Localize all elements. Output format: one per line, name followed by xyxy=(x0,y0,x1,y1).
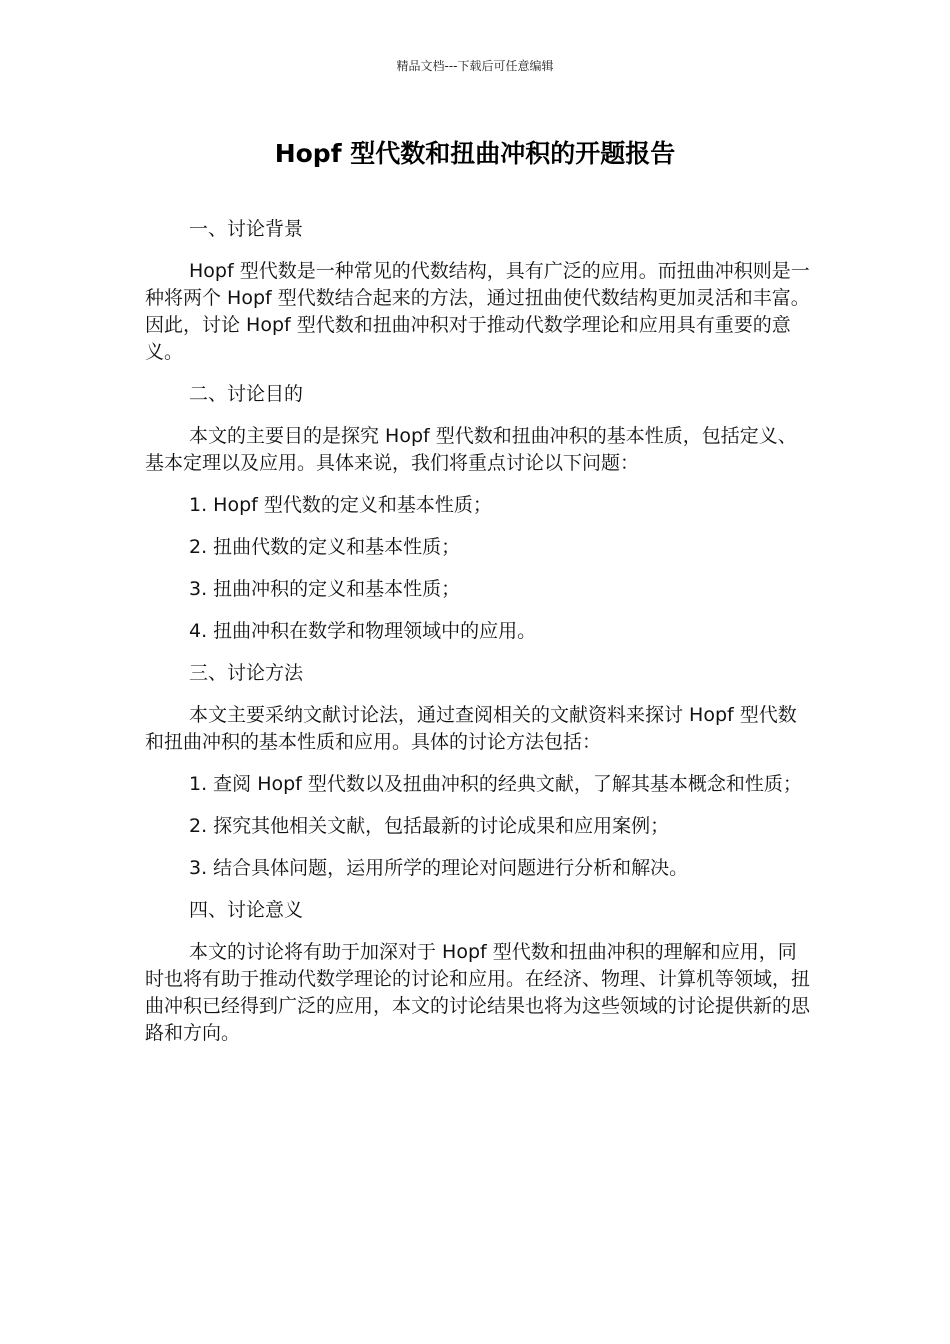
list-item xyxy=(145,618,813,645)
paragraph: 4. 扭曲冲积在数学和物理领域中的应用。 xyxy=(189,620,537,642)
paragraph: 本文主要采纳文献讨论法，通过查阅相关的文献资料来探讨 Hopf 型代数和扭曲冲积的基本性质和应用。具体的讨论方法包括： xyxy=(145,704,797,753)
paragraph: 三、讨论方法 xyxy=(189,662,304,684)
paragraph: 3. 扭曲冲积的定义和基本性质； xyxy=(189,578,461,600)
paragraph-block xyxy=(145,939,813,1047)
list-item xyxy=(145,855,813,882)
paragraph: 3. 结合具体问题，运用所学的理论对问题进行分析和解决。 xyxy=(189,857,689,879)
paragraph: 2. 探究其他相关文献，包括最新的讨论成果和应用案例； xyxy=(189,815,670,837)
list-item xyxy=(145,813,813,840)
section-heading-purpose xyxy=(145,381,813,408)
paragraph-block xyxy=(145,258,813,366)
section-heading-significance xyxy=(145,897,813,924)
list-item xyxy=(145,534,813,561)
paragraph: 1. Hopf 型代数的定义和基本性质； xyxy=(189,494,492,516)
paragraph-block xyxy=(145,702,813,756)
document-title: Hopf 型代数和扭曲冲积的开题报告 xyxy=(274,139,676,168)
list-item xyxy=(145,492,813,519)
paragraph: Hopf 型代数是一种常见的代数结构，具有广泛的应用。而扭曲冲积则是一种将两个 Hopf 型代数结合起来的方法，通过扭曲使代数结构更加灵活和丰富。因此，讨论 Hopf 型代数和扭曲冲积对于推动代数学理论和应用具有重要的意义。 xyxy=(145,260,810,363)
page-header: 精品文档---下载后可任意编辑 xyxy=(396,59,554,73)
paragraph-block xyxy=(145,423,813,477)
section-heading-background xyxy=(145,216,813,243)
paragraph: 四、讨论意义 xyxy=(189,899,304,921)
paragraph: 本文的主要目的是探究 Hopf 型代数和扭曲冲积的基本性质，包括定义、基本定理以及应用。具体来说，我们将重点讨论以下问题： xyxy=(145,425,797,474)
paragraph: 2. 扭曲代数的定义和基本性质； xyxy=(189,536,461,558)
paragraph: 1. 查阅 Hopf 型代数以及扭曲冲积的经典文献，了解其基本概念和性质； xyxy=(189,773,802,795)
list-item xyxy=(145,576,813,603)
list-item xyxy=(145,771,813,798)
section-heading-method xyxy=(145,660,813,687)
document-body xyxy=(145,216,813,1062)
paragraph: 一、讨论背景 xyxy=(189,218,304,240)
paragraph: 二、讨论目的 xyxy=(189,383,304,405)
paragraph: 本文的讨论将有助于加深对于 Hopf 型代数和扭曲冲积的理解和应用，同时也将有助于推动代数学理论的讨论和应用。在经济、物理、计算机等领域，扭曲冲积已经得到广泛的应用，本文的讨论结果也将为这些领域的讨论提供新的思路和方向。 xyxy=(145,941,811,1044)
